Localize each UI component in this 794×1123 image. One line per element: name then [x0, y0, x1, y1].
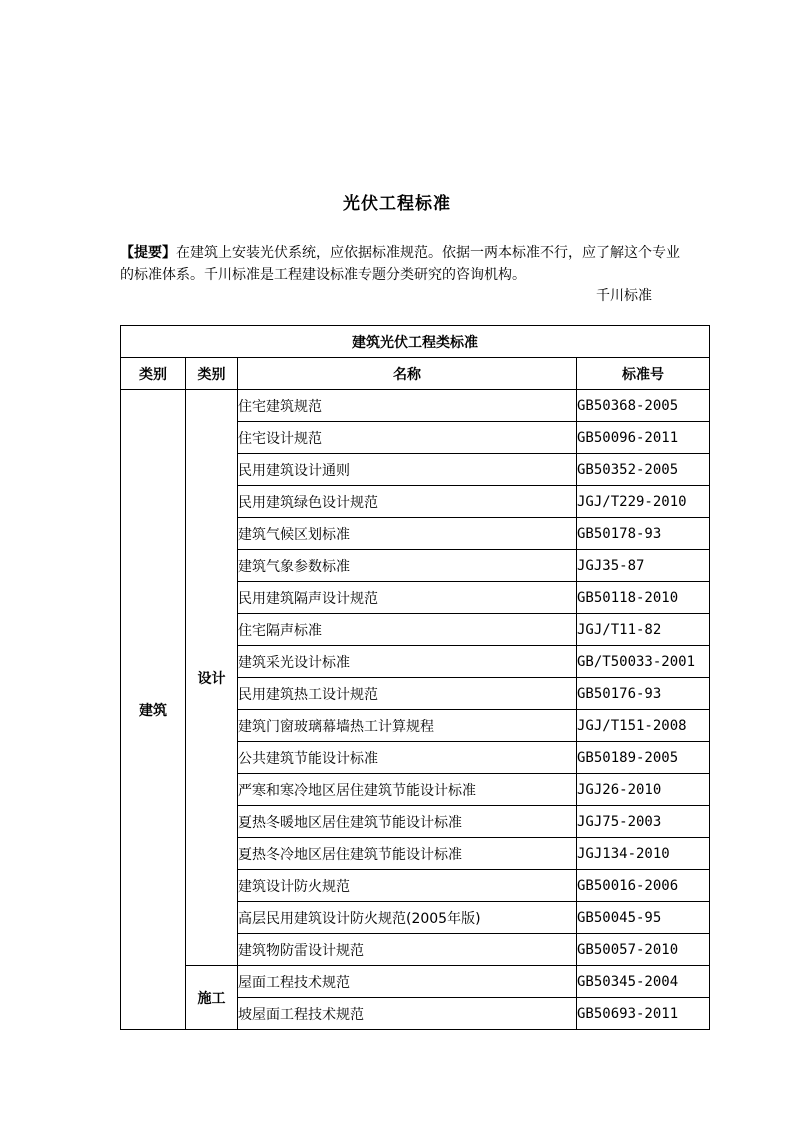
standard-name-cell: 高层民用建筑设计防火规范(2005年版) [238, 902, 577, 934]
subcategory-cell: 施工 [186, 966, 238, 1030]
standard-name-cell: 夏热冬冷地区居住建筑节能设计标准 [238, 838, 577, 870]
category-cell: 建筑 [121, 390, 186, 1030]
standard-code-cell: JGJ75-2003 [577, 806, 710, 838]
standard-code-cell: GB50352-2005 [577, 454, 710, 486]
standard-name-cell: 夏热冬暖地区居住建筑节能设计标准 [238, 806, 577, 838]
abstract-text: 在建筑上安装光伏系统，应依据标准规范。依据一两本标准不行，应了解这个专业的标准体系。千川标准是工程建设标准专题分类研究的咨询机构。 [120, 245, 680, 283]
header-code: 标准号 [577, 358, 710, 390]
subcategory-cell: 设计 [186, 390, 238, 966]
standard-code-cell: GB50016-2006 [577, 870, 710, 902]
signature: 千川标准 [596, 288, 652, 304]
standard-code-cell: GB50693-2011 [577, 998, 710, 1030]
standard-code-cell: GB50118-2010 [577, 582, 710, 614]
standard-name-cell: 民用建筑热工设计规范 [238, 678, 577, 710]
standard-code-cell: GB50045-95 [577, 902, 710, 934]
abstract [120, 242, 690, 286]
page-title: 光伏工程标准 [343, 194, 451, 214]
standard-code-cell: JGJ35-87 [577, 550, 710, 582]
standard-name-cell: 住宅设计规范 [238, 422, 577, 454]
standard-code-cell: JGJ134-2010 [577, 838, 710, 870]
standard-code-cell: GB50189-2005 [577, 742, 710, 774]
standard-code-cell: JGJ/T151-2008 [577, 710, 710, 742]
standard-name-cell: 住宅建筑规范 [238, 390, 577, 422]
standard-name-cell: 建筑气候区划标准 [238, 518, 577, 550]
standard-name-cell: 建筑物防雷设计规范 [238, 934, 577, 966]
standard-name-cell: 住宅隔声标准 [238, 614, 577, 646]
standard-code-cell: GB50345-2004 [577, 966, 710, 998]
table-row [121, 966, 710, 998]
standard-code-cell: GB/T50033-2001 [577, 646, 710, 678]
standard-code-cell: JGJ26-2010 [577, 774, 710, 806]
standard-name-cell: 建筑门窗玻璃幕墙热工计算规程 [238, 710, 577, 742]
header-category: 类别 [121, 358, 186, 390]
standard-code-cell: GB50096-2011 [577, 422, 710, 454]
standard-name-cell: 公共建筑节能设计标准 [238, 742, 577, 774]
abstract-tag: 【提要】 [120, 245, 176, 261]
standard-code-cell: GB50176-93 [577, 678, 710, 710]
standard-name-cell: 建筑采光设计标准 [238, 646, 577, 678]
standard-name-cell: 坡屋面工程技术规范 [238, 998, 577, 1030]
table-row [121, 390, 710, 422]
standard-name-cell: 民用建筑绿色设计规范 [238, 486, 577, 518]
standard-name-cell: 严寒和寒冷地区居住建筑节能设计标准 [238, 774, 577, 806]
standard-code-cell: JGJ/T11-82 [577, 614, 710, 646]
standard-code-cell: GB50178-93 [577, 518, 710, 550]
standard-name-cell: 建筑设计防火规范 [238, 870, 577, 902]
header-name: 名称 [238, 358, 577, 390]
standards-table [120, 325, 710, 1030]
standard-name-cell: 民用建筑设计通则 [238, 454, 577, 486]
table-body [121, 390, 710, 1030]
standard-code-cell: GB50368-2005 [577, 390, 710, 422]
standard-name-cell: 民用建筑隔声设计规范 [238, 582, 577, 614]
table-caption: 建筑光伏工程类标准 [121, 326, 710, 358]
standard-name-cell: 建筑气象参数标准 [238, 550, 577, 582]
standard-code-cell: JGJ/T229-2010 [577, 486, 710, 518]
standard-name-cell: 屋面工程技术规范 [238, 966, 577, 998]
standard-code-cell: GB50057-2010 [577, 934, 710, 966]
header-subcategory: 类别 [186, 358, 238, 390]
